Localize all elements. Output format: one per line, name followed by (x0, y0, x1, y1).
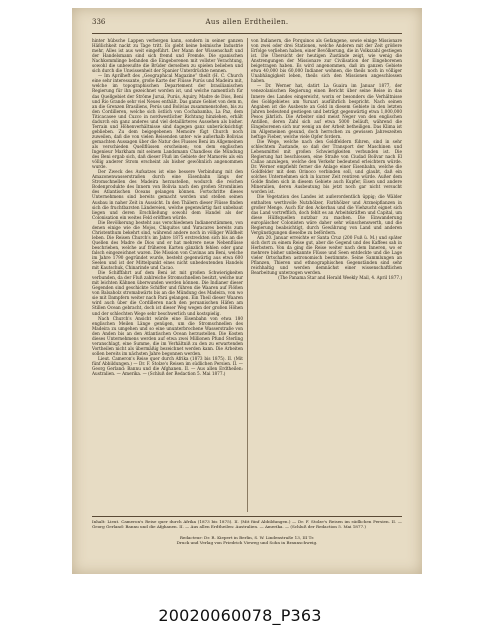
scanned-page (72, 8, 422, 574)
right-source-note: (The Panama Star and Herald Weekly Mail, 4. April 1877.) (278, 275, 402, 281)
right-paragraph-4: Die Vegetation des Landes ist außerordentlich üppig; die Wälder enthalten werthvolle Nutzhölzer, Farbhölzer und Arzneipflanzen in großer Menge. Auch für den Ackerbau und die Viehzucht eignet sich das Land vortrefflich, doch fehlt es an Arbeitskräften und Capital, um diese Hülfsquellen nutzbar zu machen. Die Einwanderung europäischer Colonisten wäre daher sehr wünschenswerth, und die Regierung beabsichtigt, durch Gewährung von Land und anderen Vergünstigungen dieselbe zu befördern. (251, 194, 402, 235)
left-paragraph-7: Lieut. Cameron's Reise quer durch Afrika (1873 bis 1875). II. (Mit fünf Abbildungen.) — Dr. F. Stolze's Reisen im südlichen Persien. II. — Georg Gerland: Bannu und die Afghanen. II. — Aus allen Erdtheilen: Australien. — Amerika. — (Schluß der Redaction 5. Mai 1877.) (92, 355, 243, 377)
header-rule (92, 33, 402, 34)
running-title: Aus allen Erdtheilen. (205, 18, 289, 26)
left-paragraph-2: — Im Aprilheft des „Geographical Magazine“ theilt (H. C. Church eine sehr interessante, große Karte der Flüsse Purús und Madeira mit, welche im topographischen Departement der brasilianischen Regierung für ihn gezeichnet worden ist, und welche namentlich für das Quellgebiet der Ströme Juruá, Purús, Aquiry, Madre de Dios, Beni und Rio Grande sehr viel Neues enthält. Das ganze Gebiet von dem m, an die Grenzen Brasiliens, Perús und Bolivias zusammenstoßen, bis zu den Cordilleren, welche sich östlich von Cochabamba, La Paz, dem Titicacasee und Cuzco in nordwestlicher Richtung hinziehen, erhält dadurch ein ganz anderes und viel detaillirteres Aussehen als bisher. Terrain und Höhenverhältnisse sind dagegen ganz unberücksichtigt geblieben. Zu dem beigegebenen Memoire fügt Church noch zuweilen, daß die von vielen Reisenden unter- wie außerhalb Bolivias gemachten Aussagen über die Natur des Flusses Beni im Allgemeinen als verschieden Quellflüssen erscheinen; von dem englischen Ingenieur Markham mit seinem Landsmann Chandless die Mündung des Beni ergab sich, daß dieser Fluß im Gebiete der Mamorés als ein völlig anderer Strom erscheint als bisher gewöhnlich angenommen wurde. (92, 73, 243, 170)
right-column (251, 38, 402, 512)
contents-note (92, 519, 402, 529)
right-paragraph-1: von Indianern, die Porquinos als Gefangene, sowie einige Missionare von zwei oder drei Stationen, welche Anderen mit der Zeit größere Erfolge verliehen haben, einer Bevölkerung, die in Volkszahl gestiegen ist. Die Übersicht der heutigen Zustände zeigt, wie wenig die Anstrengungen der Missionare zur Civilisation der Eingeborenen beigetragen haben. Es wird angenommen, daß im ganzen Gebiete etwa 40,000 bis 60,000 Indianer wohnen, die theils noch in völliger Unabhängigkeit leben, theils sich den Missionen angeschlossen haben. (251, 38, 402, 84)
left-column (92, 38, 243, 512)
right-paragraph-3: Die Wege, welche nach den Goldfeldern führen, sind in sehr schlechtem Zustande, so daß der Transport der Maschinen und Lebensmittel mit großen Schwierigkeiten verbunden ist. Die Regierung hat beschlossen, eine Straße von Ciudad Bolívar nach El Callao anzulegen, welche den Verkehr bedeutend erleichtern würde. Dr. Werner empfiehlt ferner die Anlage einer Eisenbahn, welche die Goldfelder mit dem Orinoco verbinden soll, und glaubt, daß ein solches Unternehmen sich in kurzer Zeit rentiren würde. Außer dem Golde finden sich in diesem Gebiete auch Kupfer, Eisen und andere Mineralien, deren Ausbeutung bis jetzt noch gar nicht versucht worden ist. (251, 138, 402, 195)
left-paragraph-5: Die Schifffahrt auf dem Beni ist mit großen Schwierigkeiten verbunden, da der Fluß zahlreiche Stromschnellen besitzt, welche nur mit leichten Kähnen überwunden werden können. Die Indianer dieser Gegenden sind geschickte Schiffer und führen die Waaren auf Flößen von Balsaholz stromabwärts bis an die Mündung des Madeira, von wo sie mit Dampfern weiter nach Pará gelangen. Ein Theil dieser Waaren wird auch über die Cordilleren nach den peruanischen Häfen am Stillen Ocean gebracht, doch ist dieser Weg wegen der großen Höhen und der schlechten Wege sehr beschwerlich und kostspielig. (92, 270, 243, 316)
left-paragraph-1: hinter hübsche Lappen verbergen kann, sondern in seiner ganzen Häßlichkeit nackt zu Tage tritt. Es giebt keine heimische Industrie mehr, Alles ist aus weit eingeführt. Der Mann der Wissenschaft und der Handelsmann sind sich fremd und Fremde. Die spanischen Nachkommlinge befanden die Eingeborenen mit vollster Verachtung, sowohl die unbewußte die Brüder derselben zu spielen belieben und sich durch die Unwissenheit der Spanier Unterdrückte nennen. (92, 38, 243, 74)
editor-line: Redacteur: Dr. R. Kiepert in Berlin, S. W. Lindenstraße 13, III Tr. (179, 535, 315, 540)
contents-text: Lieut. Cameron's Reise quer durch Afrika (1873 bis 1875). II. (Mit fünf Abbildungen.) — Dr. F. Stolze's Reisen im südlichen Persien. II. — Georg Gerland: Bannu und die Afghanen. II. — Aus allen Erdtheilen: Australien. — Amerika. — (Schluß der Redaction 5. Mai 1877.) (92, 519, 402, 529)
publisher-block (92, 535, 402, 545)
column-divider (247, 38, 248, 512)
footer-rule (92, 516, 402, 517)
contents-label: Inhalt: (92, 519, 106, 524)
text-columns (92, 38, 402, 512)
right-paragraph-5: Am 20. Januar erreichte er Santa Cruz (200 Fuß ü. M.) und später sich dort zu einem Reise gut, aber die Gegend und des Kaffees sah in Herbstern. Von da ging die Reise weiter nach dem Inneren, wo er mehrere bisher unbekannte Flüsse und Seen entdeckte und die Lage vieler Ortschaften astronomisch bestimmte. Seine Sammlungen an Pflanzen, Thieren und ethnographischen Gegenständen sind sehr reichhaltig und werden demnächst einer wissenschaftlichen Bearbeitung unterzogen werden. (251, 234, 402, 276)
left-paragraph-3: Der Zweck des Aufsatzes ist eine bessere Verbindung mit den Amazonenwasserstraßen durch eine Eisenbahn längs der Stromschnellen des Madeira herzustellen, wodurch die reichen Bodenprodukte des Innern von Bolivia nach den großen Stromlinien des Atlantischen Oceans gelangen können. Fortschritte dieses Unternehmens sind bereits gemacht worden und stellen seinen Ausbau in naher Zeit in Aussicht. In den Thälern dieser Flüsse finden sich die fruchtbarsten Ländereien, welche gegenwärtig fast unbebaut liegen und deren Erschließung sowohl dem Handel als der Colonisation ein weites Feld eröffnen würde. (92, 169, 243, 220)
printer-line: Druck und Verlag von Friedrich Vieweg und Sohn in Braunschweig. (176, 540, 318, 546)
page-number: 336 (92, 18, 106, 26)
right-paragraph-2: — Dr. Werner hat, datirt La Guaira im Januar 1877, der venezolanischen Regierung einen Bericht über seine Reise in das Innere des Landes eingereicht, worin er besonders die Verhältnisse des Goldgebietes am Yuruari ausführlich bespricht. Nach seinen Angaben ist die Ausbeute an Gold in diesem Gebiete in den letzten Jahren bedeutend gestiegen und beträgt gegenwärtig etwa 1,000,000 Pesos jährlich. Die Arbeiter sind meist Neger von den englischen Antillen, deren Zahl sich auf etwa 5000 beläuft, während die Eingeborenen sich nur wenig an der Arbeit betheiligen. Das Klima ist im Allgemeinen gesund, doch herrschen zu gewissen Jahreszeiten heftige Fieber, welche viele Opfer fordern. (251, 83, 402, 139)
left-paragraph-6: Nach Church's Ansicht würde eine Eisenbahn von etwa 180 englischen Meilen Länge genügen, um die Stromschnellen des Madeira zu umgehen und so eine ununterbrochene Wasserstraße von den Anden bis an den Atlantischen Ocean herzustellen. Die Kosten dieses Unternehmens werden auf etwa zwei Millionen Pfund Sterling veranschlagt, eine Summe, die im Verhältniß zu den zu erwartenden Vortheilen nicht als übermäßig bezeichnet werden kann. Die Arbeiten sollen bereits im nächsten Jahre begonnen werden. (92, 315, 243, 356)
image-id-caption: 20020060078_P363 (158, 606, 322, 625)
left-paragraph-4: Die Bevölkerung besteht aus verschiedenen Indianerstämmen, von denen einige wie die Mojos, Chiquitos und Yuracares bereits zum Christenthum bekehrt sind, während andere noch in völliger Wildheit leben. Die Reisen Church's im Jahre 1875 erstreckten sich bis an die Quellen des Madre de Dios und er hat mehrere neue Nebenflüsse beschrieben, welche auf früheren Karten gänzlich fehlen oder ganz falsch eingezeichnet waren. Die Mission von Cavinas am Beni, welche im Jahre 1790 gegründet wurde, besteht gegenwärtig aus etwa 600 Seelen und ist der Mittelpunkt eines nicht unbedeutenden Handels mit Kautschuk, Chinarinde und Cacao. (92, 219, 243, 271)
page-header (92, 18, 402, 30)
